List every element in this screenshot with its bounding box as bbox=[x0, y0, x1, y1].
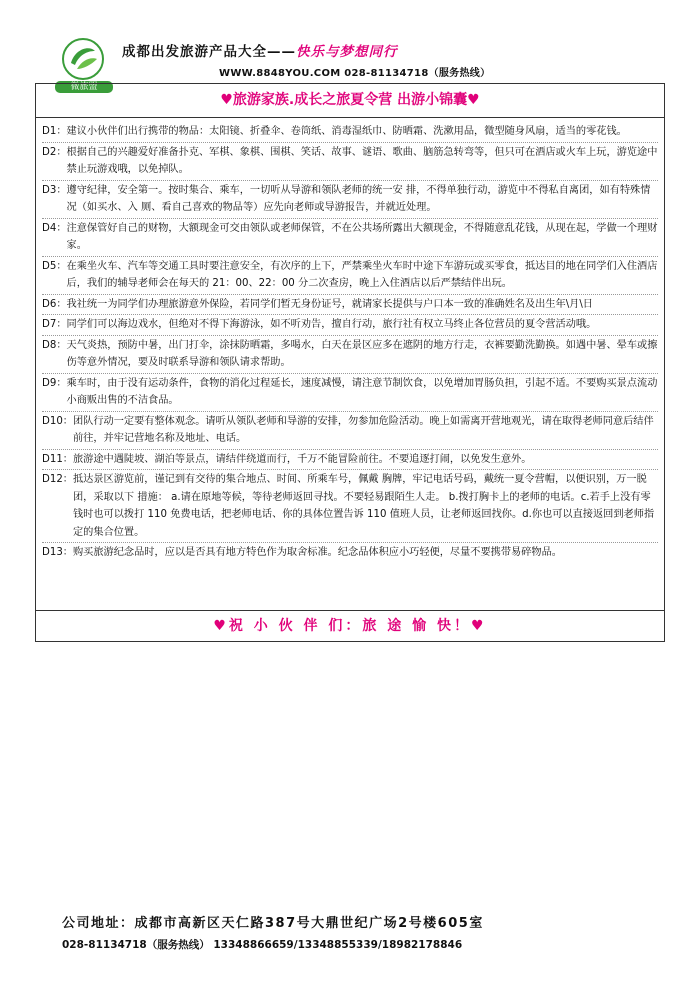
tips-box bbox=[35, 83, 665, 642]
tip-item bbox=[42, 543, 658, 563]
header-title bbox=[122, 40, 398, 60]
page-footer bbox=[62, 912, 484, 952]
website-phone: WWW.8848YOU.COM 028-81134718（服务热线） bbox=[219, 68, 491, 79]
company-title: 成都出发旅游产品大全—— bbox=[122, 44, 296, 60]
tip-text: 根据自己的兴趣爱好准备扑克、军棋、象棋、围棋、笑话、故事、谜语、歌曲、脑筋急转弯等，但只可在酒店或火车上玩，游览途中禁止玩游戏哦，以免掉队。 bbox=[66, 146, 658, 175]
tip-number: D3： bbox=[42, 184, 67, 196]
tip-text: 购买旅游纪念品时，应以是否具有地方特色作为取舍标准。纪念品体积应小巧轻便，尽量不要携带易碎物品。 bbox=[73, 547, 562, 558]
tip-number: D5： bbox=[42, 260, 67, 272]
tip-item bbox=[42, 412, 658, 450]
tip-number: D6： bbox=[42, 298, 67, 310]
tip-item bbox=[42, 219, 658, 257]
tip-text: 建议小伙伴们出行携带的物品：太阳镜、折叠伞、卷筒纸、消毒湿纸巾、防晒霜、洗漱用品，微型随身风扇，适当的零花钱。 bbox=[66, 126, 627, 137]
tip-number: D11： bbox=[42, 453, 73, 465]
tip-text: 同学们可以海边戏水，但绝对不得下海游泳，如不听劝告，擅自行动，旅行社有权立马终止各位营员的夏令营活动哦。 bbox=[66, 319, 597, 330]
tip-text: 天气炎热，预防中暑，出门打伞，涂抹防晒霜，多喝水，白天在景区应多在遮阴的地方行走，衣裤要勤洗勤换。如遇中暑、晕车或擦伤等意外情况，要及时联系导游和领队请求帮助。 bbox=[66, 339, 658, 368]
tip-item bbox=[42, 450, 658, 471]
company-address: 公司地址：成都市高新区天仁路387号大鼎世纪广场2号楼605室 bbox=[62, 916, 484, 931]
page-header bbox=[55, 34, 655, 92]
tip-number: D2： bbox=[42, 146, 67, 158]
tip-number: D7： bbox=[42, 319, 67, 330]
tips-list bbox=[36, 118, 664, 615]
tip-number: D8： bbox=[42, 339, 67, 351]
green-leaf-logo-icon bbox=[61, 37, 105, 81]
tip-number: D10： bbox=[42, 415, 73, 427]
tip-item bbox=[42, 315, 658, 336]
tip-item bbox=[42, 374, 658, 412]
tip-number: D4： bbox=[42, 222, 67, 234]
tip-number: D13： bbox=[42, 547, 73, 558]
tips-title: ♥旅游家族.成长之旅夏令营 出游小锦囊♥ bbox=[36, 84, 664, 118]
slogan: 快乐与梦想同行 bbox=[296, 44, 398, 60]
tip-text: 遵守纪律，安全第一。按时集合、乘车，一切听从导游和领队老师的统一安 排，不得单独行动，游览中不得私自离团，如有特殊情况（如买水、入 厕、看自己喜欢的物品等）应先向老师或导游报告，并就近处理。 bbox=[66, 184, 651, 213]
tip-item bbox=[42, 470, 658, 543]
tip-number: D9： bbox=[42, 377, 67, 389]
tip-number: D1： bbox=[42, 126, 67, 137]
tip-text: 注意保管好自己的财物，大额现金可交由领队或老师保管，不在公共场所露出大额现金，不得随意乱花钱，从现在起，学做一个理财家。 bbox=[66, 222, 658, 251]
tip-item bbox=[42, 143, 658, 181]
logo-text: 微旅盟 bbox=[55, 81, 113, 93]
tips-footer: ♥祝 小 伙 伴 们：旅 途 愉 快！♥ bbox=[36, 610, 664, 641]
tip-number: D12： bbox=[42, 474, 73, 485]
tip-text: 乘车时，由于没有运动条件，食物的消化过程延长，速度减慢，请注意节制饮食，以免增加胃肠负担，引起不适。不要购买景点流动小商贩出售的不洁食品。 bbox=[66, 377, 658, 406]
company-phones: 028-81134718（服务热线） 13348866659/13348855339/18982178846 bbox=[62, 939, 463, 951]
tip-text: 团队行动一定要有整体观念。请听从领队老师和导游的安排，勿参加危险活动。晚上如需离开营地观光，请在取得老师同意后结伴前往，并牢记营地名称及地址、电话。 bbox=[73, 415, 654, 444]
tip-text: 抵达景区游览前，谨记到有交待的集合地点、时间、所乘车号，佩戴 胸牌，牢记电话号码，戴统一夏令营帽，以便识别，万一脱团，采取以下 措施： a.请在原地等候，等待老师返回寻找。不要轻易跟陌生人走。 b.拨打胸卡上的老师的电话。c.若手上没有零钱时也可以拨打 110 免费电话，把老师电话、你的具体位置告诉 110 值班人员，让老师返回找你。d.你也可以直接返回到老师指定的集合位置。 bbox=[73, 474, 655, 538]
tip-item bbox=[42, 295, 658, 316]
tip-item bbox=[42, 181, 658, 219]
tip-text: 我社统一为同学们办理旅游意外保险，若同学们暂无身份证号，就请家长提供与户口本一致的准确姓名及出生年\月\日 bbox=[66, 298, 593, 310]
tip-item bbox=[42, 336, 658, 374]
tip-text: 旅游途中遇陡坡、湖泊等景点，请结伴绕道而行，千万不能冒险前往。不要追逐打闹，以免发生意外。 bbox=[73, 453, 532, 465]
tip-text: 在乘坐火车、汽车等交通工具时要注意安全，有次序的上下，严禁乘坐火车时中途下车游玩或买零食，抵达目的地在同学们入住酒店后，我们的辅导老师会在每天的 21：00、22：00 分二次查房，晚上入住酒店以后严禁结伴出玩。 bbox=[66, 260, 658, 289]
tip-item bbox=[42, 257, 658, 295]
tip-item bbox=[42, 122, 658, 143]
